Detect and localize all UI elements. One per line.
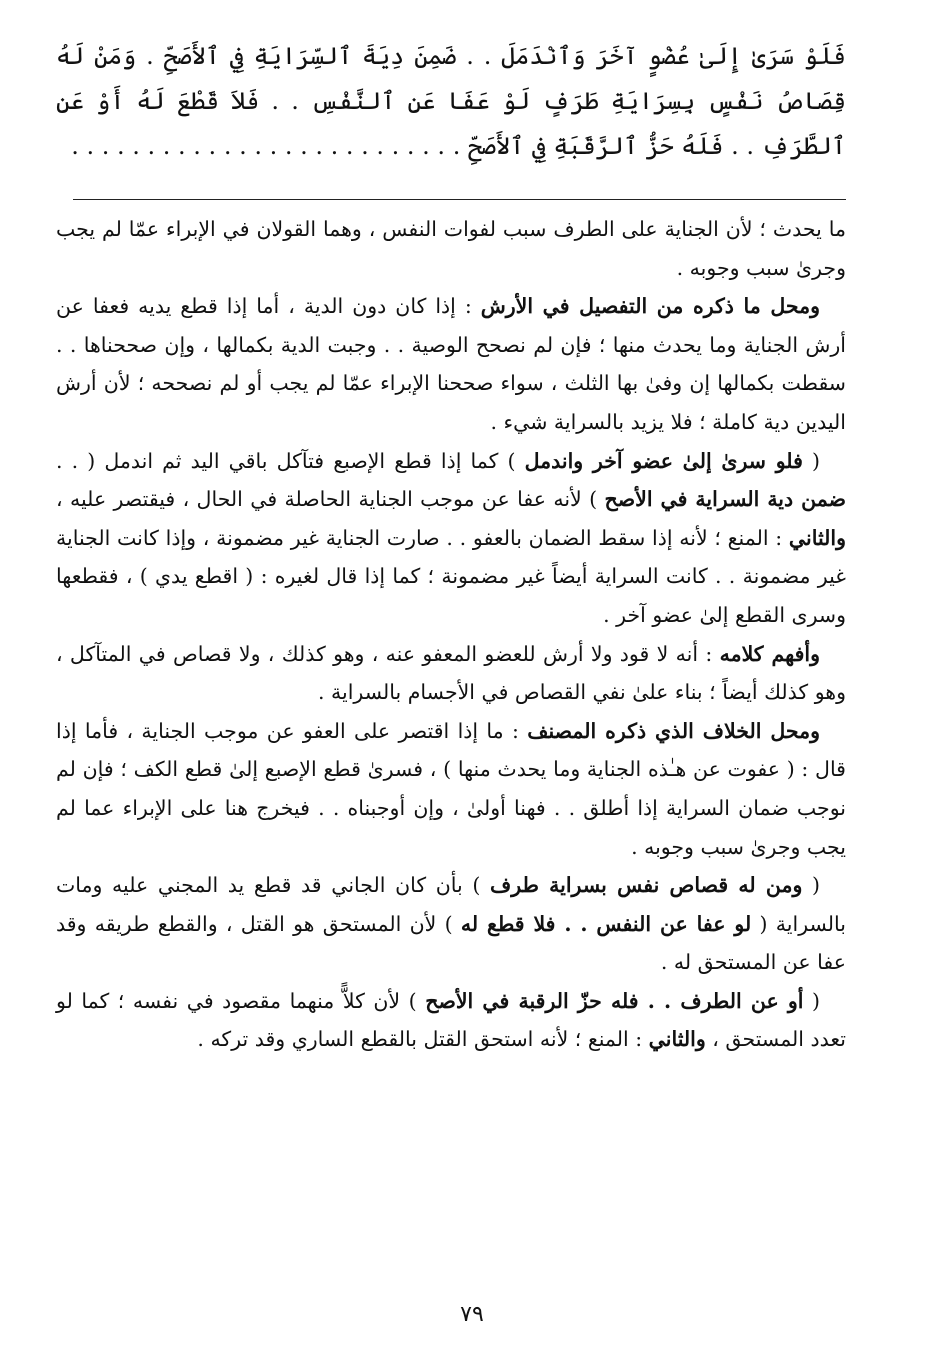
paragraph-text: ) كما إذا قطع الإصبع فتآكل باقي اليد ثم اندمل ( . . <box>56 448 525 473</box>
bold-heading: وأفهم كلامه <box>719 641 820 666</box>
separator-line <box>73 199 846 200</box>
paragraph-text: ) لأن كلاًّ منهما مقصود في نفسه ؛ كما لو تعدد المستحق ، <box>56 988 846 1052</box>
commentary-paragraph-7 <box>56 982 846 1059</box>
bold-heading: ومحل الخلاف الذي ذكره المصنف <box>527 718 820 743</box>
commentary-paragraph-6 <box>56 866 846 982</box>
matn-quote: ومن له قصاص نفس بسراية طرف <box>490 873 803 898</box>
paragraph-text: ) لأنه عفا عن موجب الجناية الحاصلة في الحال ، فيقتصر عليه ، <box>56 487 605 512</box>
commentary <box>56 210 846 1059</box>
matn-dots: . . . . . . . . . . . . . . . . . . . . . . . . . <box>71 132 446 160</box>
paragraph-text: ( <box>803 988 820 1013</box>
matn-quote: ضمن دية السراية في الأصح <box>604 487 846 512</box>
page-number: ٧٩ <box>460 1302 484 1327</box>
bold-term: والثاني <box>788 525 846 550</box>
bold-heading: ومحل ما ذكره من التفصيل في الأرش <box>480 294 820 319</box>
paragraph-text: ( <box>802 448 821 473</box>
commentary-paragraph-5 <box>56 712 846 866</box>
paragraph-text: ) بأن كان الجاني قد قطع يد المجني عليه ومات بالسراية ( <box>56 873 846 936</box>
commentary-paragraph-1 <box>56 210 846 287</box>
paragraph-text: ما يحدث ؛ لأن الجناية على الطرف سبب لفوات النفس ، وهما القولان في الإبراء عمّا لم يجب وجرىٰ سبب وجوبه . <box>56 217 846 280</box>
matn-sentence: فَلَوْ سَرَىٰ إِلَىٰ عُضْوٍ آخَرَ وَٱنْدَمَلَ . . ضَمِنَ دِيَةَ ٱلسِّرَايَةِ فِي ٱلأَصَحِّ . وَمَنْ لَهُ قِصَاصُ نَفْسٍ بِسِرَايَةِ طَرَفٍ لَوْ عَفَا عَنِ ٱلنَّفْسِ . . فَلاَ قَطْعَ لَهُ أَوْ عَنِ ٱلطَّرَفِ . . فَلَهُ حَزُّ ٱلرَّقَبَةِ فِي ٱلأَصَحِّ . <box>56 42 846 160</box>
paragraph-text: ) لأن المستحق هو القتل ، والقطع طريقه وقد عفا عن المستحق له . <box>56 911 846 975</box>
paragraph-text: : ما إذا اقتصر على العفو عن موجب الجناية ، فأما إذا قال : ( عفوت عن هـٰذه الجناية وما يحدث منها ) ، فسرىٰ قطع الإصبع إلىٰ قطع الكف ؛ فإن لم نوجب ضمان السراية إذا أطلق . . فهنا أولىٰ ، وإن أوجبناه . . فيخرج هنا على الإبراء عما لم يجب وجرىٰ سبب وجوبه . <box>56 718 846 859</box>
page-body <box>56 34 846 1059</box>
paragraph-text: : إذا كان دون الدية ، أما إذا قطع يديه فعفا عن أرش الجناية وما يحدث منها ؛ فإن لم نصحح الوصية . . وجبت الدية بكمالها ، وإن صححناها . . سقطت بكمالها إن وفىٰ بها الثلث ، سواء صححنا الإبراء عمّا لم يجب أو لم نصححه ؛ لأن أرش اليدين دية كاملة ؛ فلا يزيد بالسراية شيء . <box>56 294 846 434</box>
paragraph-text: : المنع ؛ لأنه إذا سقط الضمان بالعفو . . صارت الجناية غير مضمونة ، وإذا كانت الجناية غير مضمونة . . كانت السراية أيضاً غير مضمونة ؛ كما إذا قال لغيره : ( اقطع يدي ) ، فقطعها وسرى القطع إلىٰ عضو آخر . <box>56 525 846 627</box>
commentary-paragraph-3 <box>56 442 846 635</box>
paragraph-text: ( <box>802 873 820 898</box>
matn-quote: أو عن الطرف . . فله حزّ الرقبة في الأصح <box>425 988 804 1013</box>
paragraph-text: : المنع ؛ لأنه استحق القتل بالقطع الساري وقد تركه . <box>197 1027 649 1052</box>
commentary-paragraph-4 <box>56 635 846 712</box>
paragraph-text: : أنه لا قود ولا أرش للعضو المعفو عنه ، وهو كذلك ، ولا قصاص في المتآكل ، وهو كذلك أيضاً ؛ بناء علىٰ نفي القصاص في الأجسام بالسراية . <box>56 641 846 705</box>
commentary-paragraph-2 <box>56 287 846 441</box>
matn-quote: فلو سرىٰ إلىٰ عضو آخر واندمل <box>524 448 803 473</box>
matn-text <box>56 34 846 169</box>
matn-quote: لو عفا عن النفس . . فلا قطع له <box>460 911 752 936</box>
bold-term: والثاني <box>648 1027 706 1052</box>
